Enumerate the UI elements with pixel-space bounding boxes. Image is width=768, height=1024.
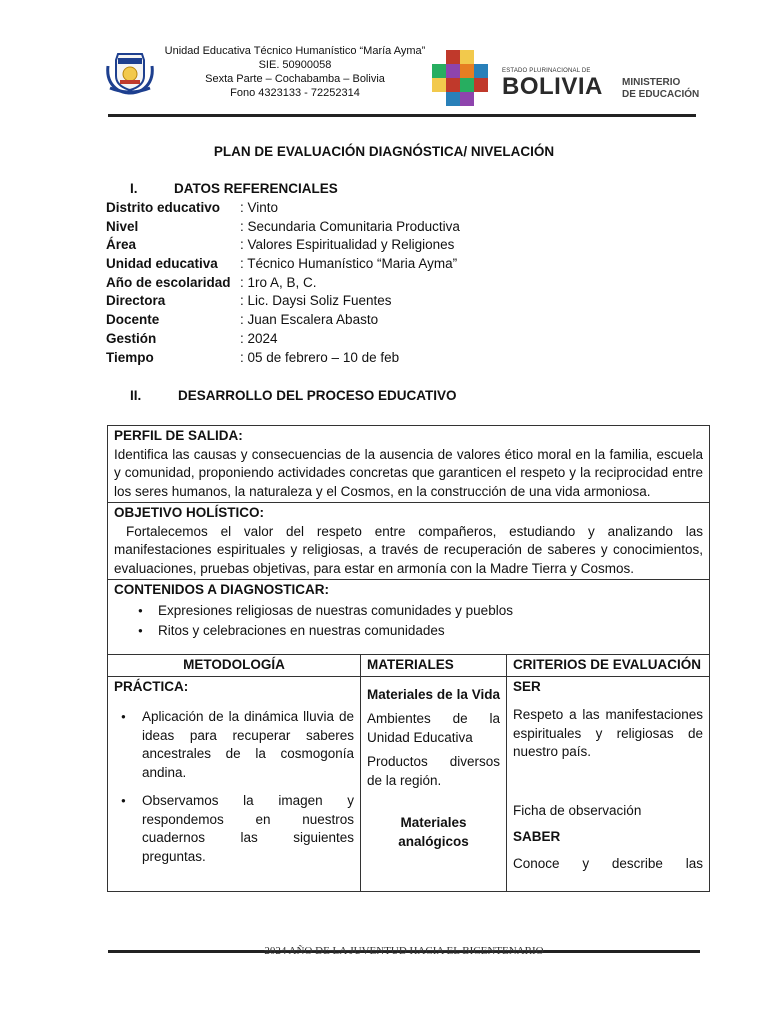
- school-name: Unidad Educativa Técnico Humanístico “María Ayma”: [164, 45, 426, 57]
- perfil-text: Identifica las causas y consecuencias de la ausencia de valores ético moral en la familia, escuela y comunidad, proponiendo actividades concretas que garanticen el respeto y la reciprocidad entre los seres humanos, la naturaleza y el Cosmos, en la construcción de una vida armoniosa.: [114, 446, 703, 499]
- dato-value: : Juan Escalera Abasto: [240, 312, 379, 328]
- criterios-cell: [507, 676, 710, 891]
- perfil-cell: [108, 426, 710, 503]
- materiales-vida-2: Productos diversos de la región.: [367, 754, 500, 788]
- contenidos-row: [108, 580, 710, 655]
- dato-value: : Vinto: [240, 200, 279, 215]
- practica-title: PRÁCTICA:: [114, 678, 189, 694]
- document-title: PLAN DE EVALUACIÓN DIAGNÓSTICA/ NIVELACIÓN: [213, 144, 555, 159]
- dato-row: [106, 349, 526, 368]
- school-logo: [104, 46, 156, 96]
- content-row: [108, 676, 710, 891]
- perfil-row: [108, 426, 710, 503]
- dato-row: [106, 274, 526, 293]
- ministerio-line-1: MINISTERIO: [622, 77, 681, 88]
- dato-label: Año de escolaridad: [106, 274, 231, 290]
- metodologia-cell: [108, 676, 361, 891]
- datos-referenciales: [106, 199, 526, 367]
- dato-value: : 2024: [240, 330, 278, 346]
- ministerio-label: [622, 77, 699, 101]
- contenidos-title: CONTENIDOS A DIAGNOSTICAR:: [114, 582, 329, 597]
- dato-label: Unidad educativa: [106, 256, 218, 272]
- bolivia-brand: [502, 68, 602, 99]
- perfil-title: PERFIL DE SALIDA:: [114, 428, 243, 443]
- materiales-vida-1: Ambientes de la Unidad Educativa: [367, 711, 500, 745]
- ser-title: SER: [513, 678, 541, 694]
- estado-label: ESTADO PLURINACIONAL DE: [502, 68, 591, 74]
- dato-row: [106, 255, 526, 274]
- section-2-number: II.: [130, 388, 142, 403]
- dato-row: [106, 311, 526, 330]
- ministerio-line-2: DE EDUCACIÓN: [622, 89, 700, 100]
- dato-value: : Técnico Humanístico “Maria Ayma”: [240, 256, 458, 272]
- objetivo-text: Fortalecemos el valor del respeto entre compañeros, estudiando y analizando las manifestaciones espirituales y religiosas, a través de recuperación de saberes y conocimientos, evaluaciones, pruebas objetivas, para estar en armonía con la Madre Tierra y Cosmos.: [114, 523, 703, 576]
- dato-label: Distrito educativo: [106, 200, 221, 215]
- dato-row: [106, 330, 526, 349]
- dato-value: : 05 de febrero – 10 de feb: [240, 349, 400, 365]
- col-materiales: MATERIALES: [361, 655, 507, 677]
- section-1-number: I.: [130, 181, 138, 196]
- dato-row: [106, 292, 526, 311]
- school-phone: Fono 4323133 - 72252314: [230, 87, 360, 99]
- dato-value: : Lic. Daysi Soliz Fuentes: [240, 293, 392, 309]
- contenidos-list: [114, 602, 703, 641]
- dato-row: [106, 236, 526, 255]
- plan-table: [107, 425, 710, 892]
- objetivo-cell: [108, 503, 710, 580]
- list-item: ● Ritos y celebraciones en nuestras comunidades: [158, 622, 703, 641]
- dato-row: [106, 199, 526, 218]
- practica-list: [114, 708, 354, 866]
- list-item: ● Observamos la imagen y respondemos en nuestros cuadernos las siguientes preguntas.: [142, 792, 354, 866]
- saber-text: Conoce y describe las: [513, 855, 703, 871]
- dato-row: [106, 218, 526, 237]
- objetivo-title: OBJETIVO HOLÍSTICO:: [114, 505, 265, 520]
- header-divider: [108, 114, 696, 117]
- dato-value: : Valores Espiritualidad y Religiones: [240, 237, 455, 253]
- list-item: ● Aplicación de la dinámica lluvia de ideas para recuperar saberes ancestrales de la cosmogonía andina.: [142, 708, 354, 782]
- contenidos-cell: [108, 580, 710, 655]
- footer-text: 2024 AÑO DE LA JUVENTUD HACIA EL BICENTENARIO: [264, 945, 544, 957]
- school-sie: SIE. 50900058: [258, 59, 332, 71]
- objetivo-row: [108, 503, 710, 580]
- state-emblem-logo: [430, 50, 494, 108]
- materiales-vida-title: Materiales de la Vida: [367, 686, 500, 702]
- bolivia-label: BOLIVIA: [502, 73, 603, 100]
- school-address: Sexta Parte – Cochabamba – Bolivia: [205, 73, 385, 85]
- col-metodologia: METODOLOGÍA: [108, 655, 361, 677]
- dato-label: Docente: [106, 312, 160, 328]
- dato-value: : Secundaria Comunitaria Productiva: [240, 218, 460, 234]
- materiales-cell: [361, 676, 507, 891]
- columns-header-row: [108, 655, 710, 677]
- dato-label: Área: [106, 237, 137, 253]
- list-item: ● Expresiones religiosas de nuestras comunidades y pueblos: [158, 602, 703, 621]
- dato-label: Nivel: [106, 218, 139, 234]
- saber-title: SABER: [513, 829, 561, 844]
- dato-value: : 1ro A, B, C.: [240, 274, 317, 290]
- dato-label: Gestión: [106, 330, 157, 346]
- dato-label: Directora: [106, 293, 166, 309]
- materiales-analogicos-title: Materiales analógicos: [398, 815, 469, 849]
- ficha-observacion: Ficha de observación: [513, 802, 642, 818]
- section-1-title: DATOS REFERENCIALES: [174, 181, 338, 196]
- ser-text: Respeto a las manifestaciones espirituales y religiosas de nuestro país.: [513, 707, 703, 759]
- dato-label: Tiempo: [106, 349, 154, 365]
- col-criterios: CRITERIOS DE EVALUACIÓN: [507, 655, 710, 677]
- section-2-title: DESARROLLO DEL PROCESO EDUCATIVO: [178, 388, 457, 403]
- school-info: [160, 44, 430, 100]
